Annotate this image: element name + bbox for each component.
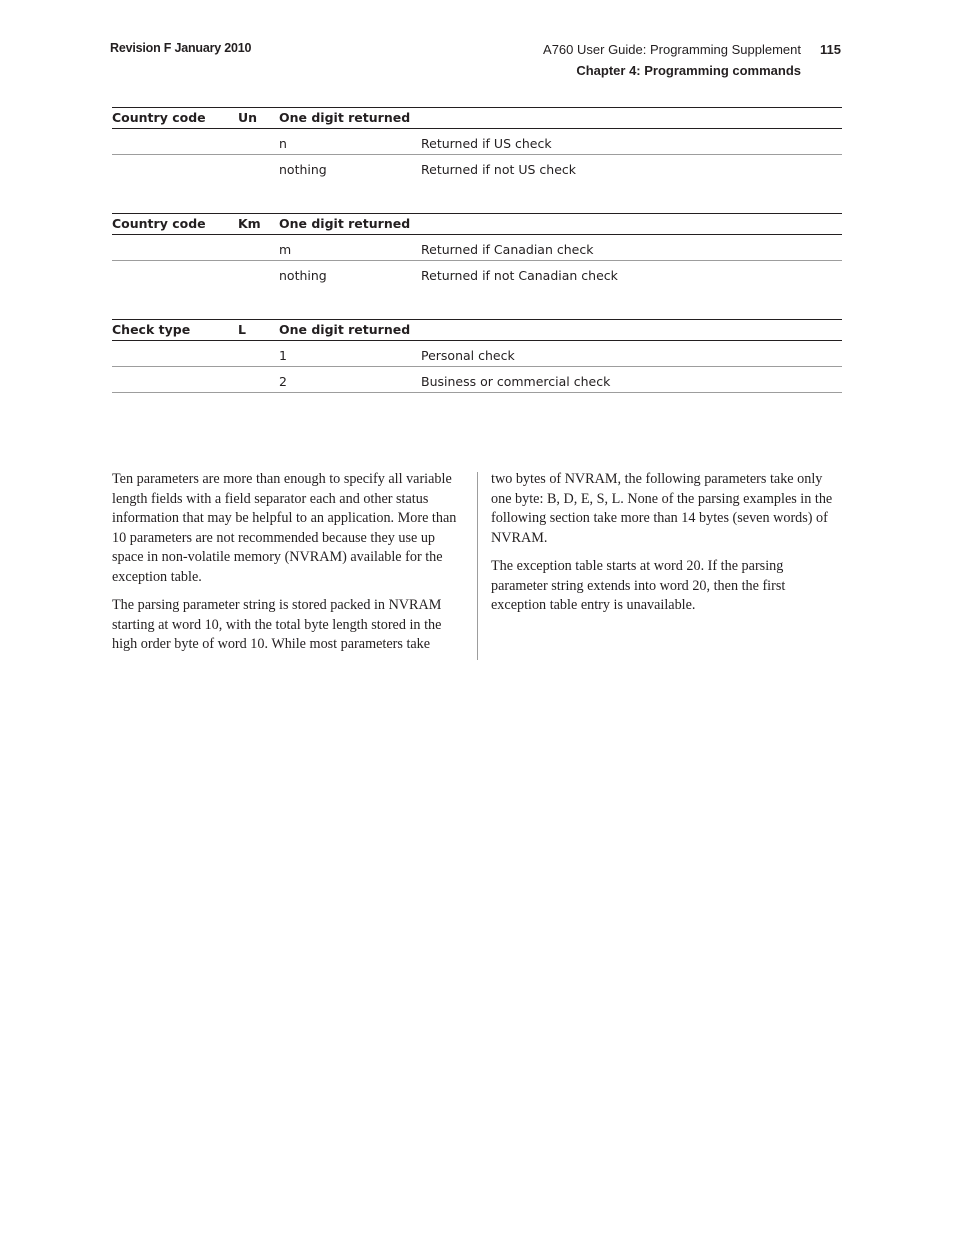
paragraph: two bytes of NVRAM, the following parameters take only one byte: B, D, E, S, L. None of the parsing examples in the following section take more than 14 bytes (seven words) of NVRAM. xyxy=(491,471,833,546)
table-row xyxy=(112,261,842,286)
row-value: nothing xyxy=(279,268,327,283)
row-meaning: Returned if US check xyxy=(421,136,552,151)
parameter-table-canada xyxy=(112,213,842,286)
parameter-code: L xyxy=(238,322,246,337)
row-meaning: Returned if not Canadian check xyxy=(421,268,618,283)
paragraph: Ten parameters are more than enough to specify all variable length fields with a field separator each and other status information that may be helpful to an application. More than 10 parameters are not recommended because they use up space in non-volatile memory (NVRAM) available for the exception table. xyxy=(112,471,457,585)
returned-description: One digit returned xyxy=(279,216,411,231)
row-value: m xyxy=(279,242,292,257)
parameter-code: Un xyxy=(238,110,258,125)
row-meaning: Returned if Canadian check xyxy=(421,242,594,257)
table-row xyxy=(112,129,842,155)
row-meaning: Returned if not US check xyxy=(421,162,577,177)
returned-description: One digit returned xyxy=(279,110,411,125)
table-header xyxy=(112,107,842,129)
table-header xyxy=(112,319,842,341)
page-number: 115 xyxy=(820,42,841,57)
parameter-table-us xyxy=(112,107,842,180)
paragraph: The exception table starts at word 20. If the parsing parameter string extends into word 20, then the first exception table entry is unavailable. xyxy=(491,558,786,613)
parameter-table-check-type xyxy=(112,319,842,393)
table-row xyxy=(112,341,842,367)
column-divider xyxy=(477,472,478,660)
body-column-left xyxy=(112,470,462,664)
row-value: 1 xyxy=(279,348,287,363)
table-header xyxy=(112,213,842,235)
returned-description: One digit returned xyxy=(279,322,411,337)
field-name: Country code xyxy=(112,110,206,125)
field-name: Check type xyxy=(112,322,191,337)
chapter-title: Chapter 4: Programming commands xyxy=(576,63,801,78)
parameter-code: Km xyxy=(238,216,261,231)
row-value: nothing xyxy=(279,162,327,177)
paragraph: The parsing parameter string is stored packed in NVRAM starting at word 10, with the total byte length stored in the high order byte of word 10. While most parameters take xyxy=(112,597,442,652)
row-meaning: Business or commercial check xyxy=(421,374,611,389)
guide-title: A760 User Guide: Programming Supplement xyxy=(543,42,801,57)
revision-label: Revision F January 2010 xyxy=(110,41,252,55)
table-row xyxy=(112,367,842,393)
table-row xyxy=(112,235,842,261)
field-name: Country code xyxy=(112,216,206,231)
table-row xyxy=(112,155,842,180)
row-value: 2 xyxy=(279,374,287,389)
running-header xyxy=(543,39,841,81)
body-column-right xyxy=(491,470,843,625)
row-meaning: Personal check xyxy=(421,348,515,363)
row-value: n xyxy=(279,136,287,151)
